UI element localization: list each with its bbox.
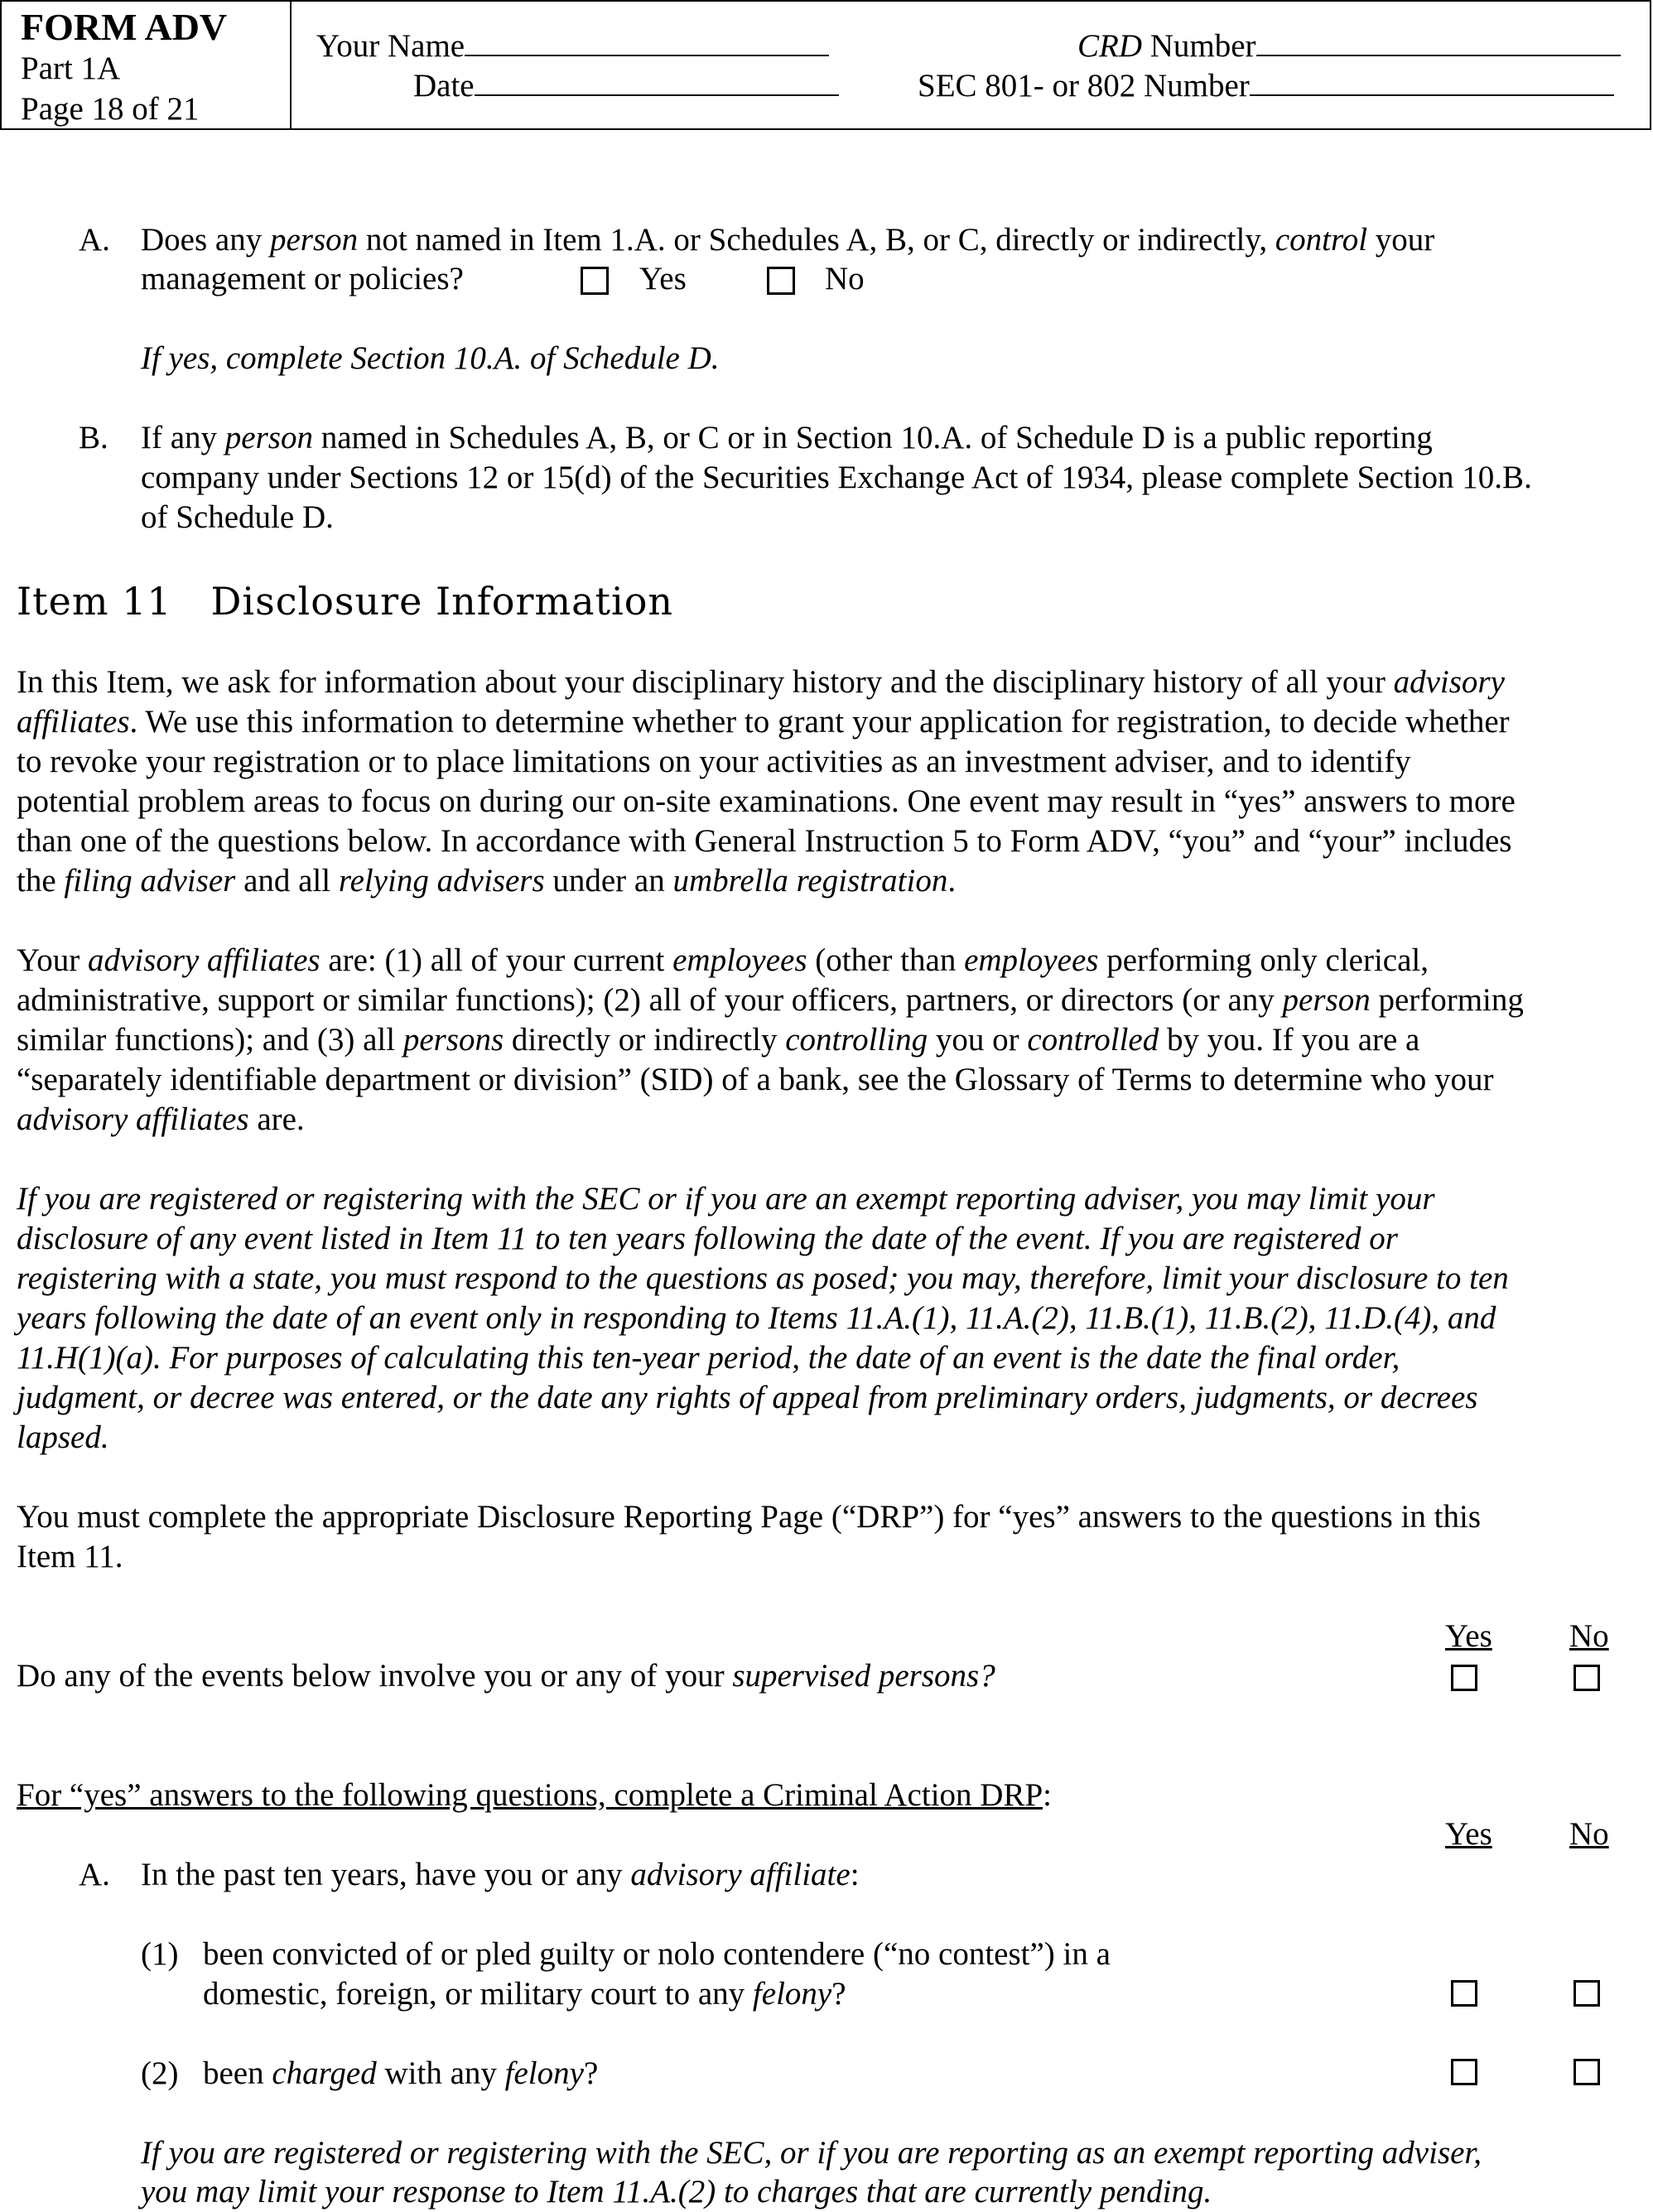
item11-a2-yes-checkbox[interactable] xyxy=(1451,2059,1477,2085)
text-italic: controlled xyxy=(1027,1022,1159,1058)
text: In the past ten years, have you or any xyxy=(141,1857,631,1892)
supervised-persons-yes-checkbox[interactable] xyxy=(1451,1665,1477,1691)
text: (other than xyxy=(807,942,965,978)
heading-text: For “yes” answers to the following questions, complete a Criminal Action DRP xyxy=(17,1777,1043,1813)
text-italic: umbrella registration xyxy=(672,863,948,899)
text-italic: advisory affiliates xyxy=(17,1101,249,1137)
item10-a-no-label: No xyxy=(825,261,865,296)
no-column-header: No xyxy=(1569,1618,1609,1654)
text: not named in Item 1.A. or Schedules A, B, or C, directly or indirectly, xyxy=(358,222,1275,258)
note-text: If yes, complete Section 10.A. of Schedule D. xyxy=(141,340,720,376)
text-italic: years following the date of an event only in responding to Items 11.A.(1), 11.A.(2), 11.B.(1), 11.B.(2), 11.D.(4), and xyxy=(17,1300,1496,1336)
your-name-label: Your Name xyxy=(316,28,465,64)
drp-note-line1: You must complete the appropriate Disclosure Reporting Page (“DRP”) for “yes” answers to the questions in this xyxy=(17,1499,1482,1535)
text: performing xyxy=(1370,982,1524,1018)
affiliates-line1 xyxy=(17,941,1429,981)
your-name-input[interactable] xyxy=(465,27,829,56)
text: Does any xyxy=(141,222,270,258)
item10-a-question-line2: management or policies? xyxy=(141,261,464,296)
text: been xyxy=(203,2055,272,2091)
text: If any xyxy=(141,420,225,455)
item10-a-note xyxy=(141,339,720,378)
form-part: Part 1A xyxy=(21,51,121,86)
text-italic: felony xyxy=(504,2055,584,2091)
text-italic: supervised persons? xyxy=(732,1658,995,1694)
form-id-box xyxy=(2,2,292,128)
item11-a2-no-checkbox[interactable] xyxy=(1573,2059,1600,2085)
item11-intro-line3: to revoke your registration or to place limitations on your activities as an investment adviser, and to identify xyxy=(17,744,1411,779)
text: with any xyxy=(376,2055,505,2091)
text-italic: person xyxy=(269,222,359,258)
item11-a2-text xyxy=(203,2054,598,2094)
text: . xyxy=(947,863,957,899)
text-italic: registering with a state, you must respond to the questions as posed; you may, therefore, limit your disclosure to ten xyxy=(17,1260,1509,1296)
affiliates-line2 xyxy=(17,981,1524,1020)
text-italic: judgment, or decree was entered, or the date any rights of appeal from preliminary orders, judgments, or decrees xyxy=(17,1380,1478,1415)
text: you or xyxy=(928,1022,1028,1058)
item11-intro-line5: than one of the questions below. In accordance with General Instruction 5 to Form ADV, “you” and “your” includes xyxy=(17,823,1512,859)
crd-label: Number xyxy=(1142,28,1256,64)
limit-note-line1 xyxy=(17,1179,1435,1219)
text-italic: charged xyxy=(272,2055,377,2091)
text-italic: relying advisers xyxy=(338,863,545,899)
date-input[interactable] xyxy=(475,66,839,96)
item11-a2-note-line2 xyxy=(141,2172,1212,2212)
criminal-action-heading xyxy=(17,1776,1052,1815)
sec-number-input[interactable] xyxy=(1250,66,1614,96)
item10-a-yes-checkbox[interactable] xyxy=(581,267,609,295)
text-italic: If you are registered or registering with the SEC or if you are an exempt reporting adviser, you may limit your xyxy=(17,1181,1435,1217)
item11-intro-line1 xyxy=(17,663,1505,702)
item11-intro-line4: potential problem areas to focus on during our on-site examinations. One event may result in “yes” answers to more xyxy=(17,783,1516,819)
text-italic: person xyxy=(1282,982,1371,1018)
text: are. xyxy=(248,1101,305,1137)
text: are: (1) all of your current xyxy=(320,942,673,978)
item11-intro-line6 xyxy=(17,861,956,901)
date-field xyxy=(413,66,839,105)
text: performing only clerical, xyxy=(1098,942,1429,978)
sec-number-field xyxy=(918,66,1614,105)
text: : xyxy=(1043,1777,1052,1813)
text-italic: advisory affiliates xyxy=(88,942,320,978)
limit-note-line6 xyxy=(17,1378,1477,1418)
item11-a1-no-checkbox[interactable] xyxy=(1573,1980,1600,2007)
item11-intro-line2 xyxy=(17,702,1510,742)
text: similar functions); and (3) all xyxy=(17,1022,403,1058)
item11-a2-note-line1 xyxy=(141,2133,1482,2173)
item11-a1-line2 xyxy=(203,1974,846,2014)
date-label: Date xyxy=(413,68,475,104)
text-italic: advisory xyxy=(1393,664,1505,700)
text: under an xyxy=(544,863,673,899)
text-italic: If you are registered or registering with the SEC, or if you are reporting as an exempt reporting adviser, xyxy=(141,2135,1482,2171)
text: directly or indirectly xyxy=(504,1022,786,1058)
item10-b-text-line3: of Schedule D. xyxy=(141,499,334,535)
crd-number-input[interactable] xyxy=(1256,27,1621,56)
text-italic: affiliates xyxy=(17,704,130,740)
limit-note-line7 xyxy=(17,1418,109,1458)
text-italic: controlling xyxy=(785,1022,928,1058)
sec-number-label: SEC 801- or 802 Number xyxy=(918,68,1250,104)
your-name-field xyxy=(316,27,829,65)
limit-note-line5 xyxy=(17,1338,1400,1378)
item11-a-letter: A. xyxy=(79,1857,110,1892)
text-italic: person xyxy=(224,420,313,455)
text: by you. If you are a xyxy=(1159,1022,1420,1058)
item11-a1-line1: been convicted of or pled guilty or nolo contendere (“no contest”) in a xyxy=(203,1936,1111,1972)
text: administrative, support or similar functions); (2) all of your officers, partners, or directors (or any xyxy=(17,982,1283,1018)
limit-note-line2 xyxy=(17,1219,1398,1259)
text-italic: you may limit your response to Item 11.A.(2) to charges that are currently pending. xyxy=(141,2174,1212,2210)
limit-note-line4 xyxy=(17,1299,1496,1338)
text: domestic, foreign, or military court to any xyxy=(203,1976,753,2012)
yes-column-header: Yes xyxy=(1445,1618,1492,1654)
text-italic: lapsed. xyxy=(17,1419,109,1455)
text-italic: advisory affiliate xyxy=(630,1857,851,1892)
item10-a-yes-label: Yes xyxy=(639,261,687,296)
text: : xyxy=(850,1857,860,1892)
supervised-persons-no-checkbox[interactable] xyxy=(1573,1665,1600,1691)
text: ? xyxy=(583,2055,599,2091)
text: your xyxy=(1367,222,1435,258)
item11-a2-number: (2) xyxy=(141,2055,179,2091)
item10-a-question xyxy=(141,220,1434,260)
form-header xyxy=(0,0,1651,130)
text: the xyxy=(17,863,65,899)
drp-note-line2: Item 11. xyxy=(17,1539,123,1574)
supervised-persons-question xyxy=(17,1656,995,1696)
text: In this Item, we ask for information about your disciplinary history and the disciplinary history of all your xyxy=(17,664,1394,700)
form-title: FORM ADV xyxy=(21,6,228,48)
text-italic: control xyxy=(1275,222,1368,258)
item10-a-letter: A. xyxy=(79,222,110,258)
crd-label-italic: CRD xyxy=(1077,28,1142,64)
item11-a1-number: (1) xyxy=(141,1936,179,1972)
text-italic: employees xyxy=(672,942,807,978)
item10-b-letter: B. xyxy=(79,420,108,455)
item11-a-text xyxy=(141,1855,860,1895)
text: Your xyxy=(17,942,88,978)
crd-number-field xyxy=(1077,27,1621,65)
text: Do any of the events below involve you or any of your xyxy=(17,1658,733,1694)
affiliates-line5 xyxy=(17,1100,305,1140)
item11-a1-yes-checkbox[interactable] xyxy=(1451,1980,1477,2007)
affiliates-line3 xyxy=(17,1020,1419,1060)
text-italic: disclosure of any event listed in Item 11 to ten years following the date of the event. If you are registered or xyxy=(17,1221,1398,1256)
text: . We use this information to determine whether to grant your application for registration, to decide whether xyxy=(129,704,1510,740)
text: and all xyxy=(235,863,339,899)
item10-b-text xyxy=(141,418,1433,458)
no-column-header-2: No xyxy=(1569,1816,1609,1852)
item10-a-no-checkbox[interactable] xyxy=(767,267,795,295)
text-italic: 11.H(1)(a). For purposes of calculating this ten-year period, the date of an event is the date the final order, xyxy=(17,1340,1400,1376)
page-number: Page 18 of 21 xyxy=(21,91,200,127)
affiliates-line4: “separately identifiable department or division” (SID) of a bank, see the Glossary of Terms to determine who your xyxy=(17,1062,1494,1097)
text-italic: felony xyxy=(752,1976,832,2012)
item11-heading: Item 11 Disclosure Information xyxy=(17,579,674,624)
text-italic: filing adviser xyxy=(64,863,236,899)
item10-b-text-line2: company under Sections 12 or 15(d) of the Securities Exchange Act of 1934, please complete Section 10.B. xyxy=(141,460,1532,495)
text-italic: employees xyxy=(964,942,1099,978)
text: named in Schedules A, B, or C or in Section 10.A. of Schedule D is a public reporting xyxy=(312,420,1433,455)
limit-note-line3 xyxy=(17,1259,1509,1299)
text-italic: persons xyxy=(402,1022,504,1058)
yes-column-header-2: Yes xyxy=(1445,1816,1492,1852)
text: ? xyxy=(831,1976,846,2012)
